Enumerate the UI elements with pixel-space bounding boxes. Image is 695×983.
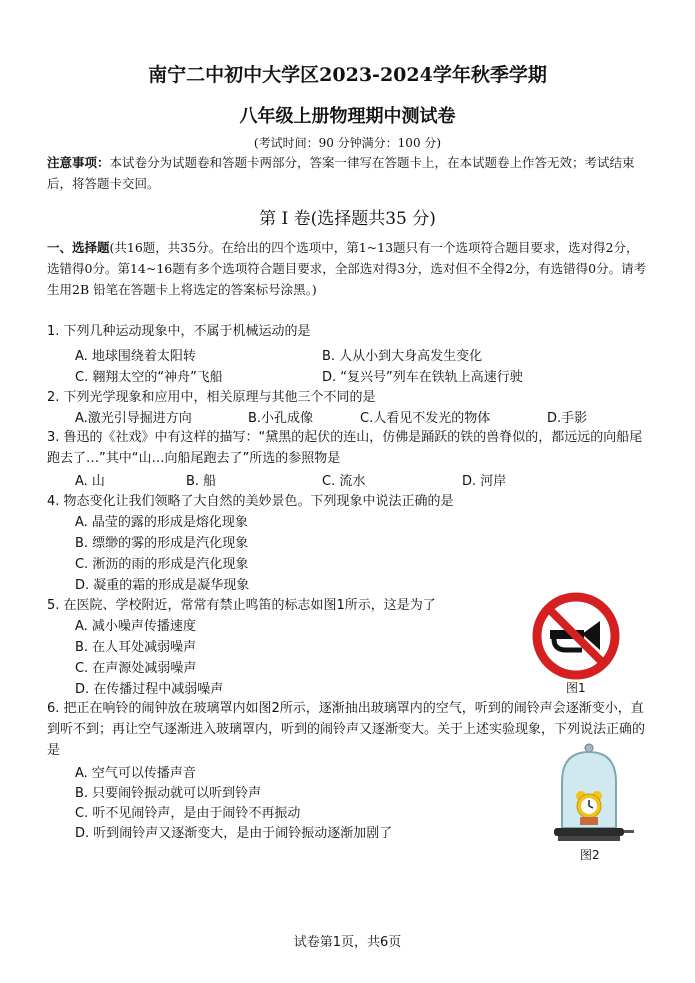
question-1-option-d: D. “复兴号”列车在铁轨上高速行驶 [322,370,523,385]
page-footer: 试卷第1页，共6页 [293,935,402,950]
question-5-option-b: B. 在人耳处减弱噪声 [75,640,197,655]
exam-subtitle: 八年级上册物理期中测试卷 [239,106,456,127]
section-title: 第 I 卷(选择题共35 分) [259,209,436,229]
question-2-option-a: A.激光引导掘进方向 [75,411,192,426]
question-4-option-d: D. 凝重的霜的形成是凝华现象 [75,578,250,593]
question-6-option-d: D. 听到闹铃声又逐渐变大，是由于闹铃振动逐渐加剧了 [75,826,393,841]
question-1-option-b: B. 人从小到大身高发生变化 [322,349,483,364]
question-1-option-a: A. 地球围绕着太阳转 [75,349,196,364]
section-intro-text: (共16题，共35分。在给出的四个选项中，第1~13题只有一个选项符合题目要求，选对得2分，选错得0分。第14~16题有多个选项符合题目要求，全部选对得3分，选对但不全得2分，有选错得0分。请考生用2B 铅笔在答题卡上将选定的答案标号涂黑。) [47,240,647,297]
question-3-option-a: A. 山 [75,474,105,489]
question-5-option-d: D. 在传播过程中减弱噪声 [75,682,224,697]
section-intro [47,237,647,300]
notice-label: 注意事项： [47,155,110,170]
question-2-stem: 2. 下列光学现象和应用中，相关原理与其他三个不同的是 [47,390,376,405]
question-3-option-d: D. 河岸 [462,474,507,489]
question-4-option-c: C. 淅沥的雨的形成是汽化现象 [75,557,249,572]
question-6-stem: 6. 把正在响铃的闹钟放在玻璃罩内如图2所示，逐渐抽出玻璃罩内的空气，听到的闹铃声会逐渐变小，直到听不到；再让空气逐渐进入玻璃罩内，听到的闹铃声又逐渐变大。关于上述实验现象，下列说法正确的是 [47,701,646,758]
question-2-option-d: D.手影 [547,411,588,426]
question-6-option-a: A. 空气可以传播声音 [75,766,196,781]
figure-2-label: 图2 [580,848,600,862]
notice-text: 本试卷分为试题卷和答题卡两部分，答案一律写在答题卡上，在本试题卷上作答无效；考试结束后，将答题卡交回。 [47,155,635,191]
question-3-option-c: C. 流水 [322,474,366,489]
question-4-option-b: B. 缥缈的雾的形成是汽化现象 [75,536,249,551]
question-4-option-a: A. 晶莹的露的形成是熔化现象 [75,515,248,530]
question-1-stem: 1. 下列几种运动现象中，不属于机械运动的是 [47,324,311,339]
question-2-option-b: B.小孔成像 [248,411,314,426]
question-4-stem: 4. 物态变化让我们领略了大自然的美妙景色。下列现象中说法正确的是 [47,494,454,509]
question-3-option-b: B. 船 [186,474,217,489]
question-1-option-c: C. 翱翔太空的“神舟”飞船 [75,370,223,385]
question-6-option-b: B. 只要闹铃振动就可以听到铃声 [75,786,262,801]
question-2-option-c: C.人看见不发光的物体 [360,411,491,426]
question-6-option-c: C. 听不见闹铃声，是由于闹铃不再振动 [75,806,301,821]
bell-jar-figure [548,742,638,846]
notice-paragraph [47,152,647,194]
section-intro-label: 一、选择题 [47,240,110,255]
question-5-option-a: A. 减小噪声传播速度 [75,619,196,634]
exam-info: (考试时间：90 分钟满分：100 分) [253,136,442,150]
exam-title: 南宁二中初中大学区2023-2024学年秋季学期 [148,64,547,86]
question-5-option-c: C. 在声源处减弱噪声 [75,661,197,676]
figure-1-label: 图1 [566,681,586,695]
question-3-stem: 3. 鲁迅的《社戏》中有这样的描写：“黛黑的起伏的连山，仿佛是踊跃的铁的兽脊似的，都远远的向船尾跑去了…”其中“山…向船尾跑去了”所选的参照物是 [47,430,643,466]
no-horn-sign-figure [530,590,622,682]
question-5-stem: 5. 在医院、学校附近，常常有禁止鸣笛的标志如图1所示，这是为了 [47,598,436,613]
